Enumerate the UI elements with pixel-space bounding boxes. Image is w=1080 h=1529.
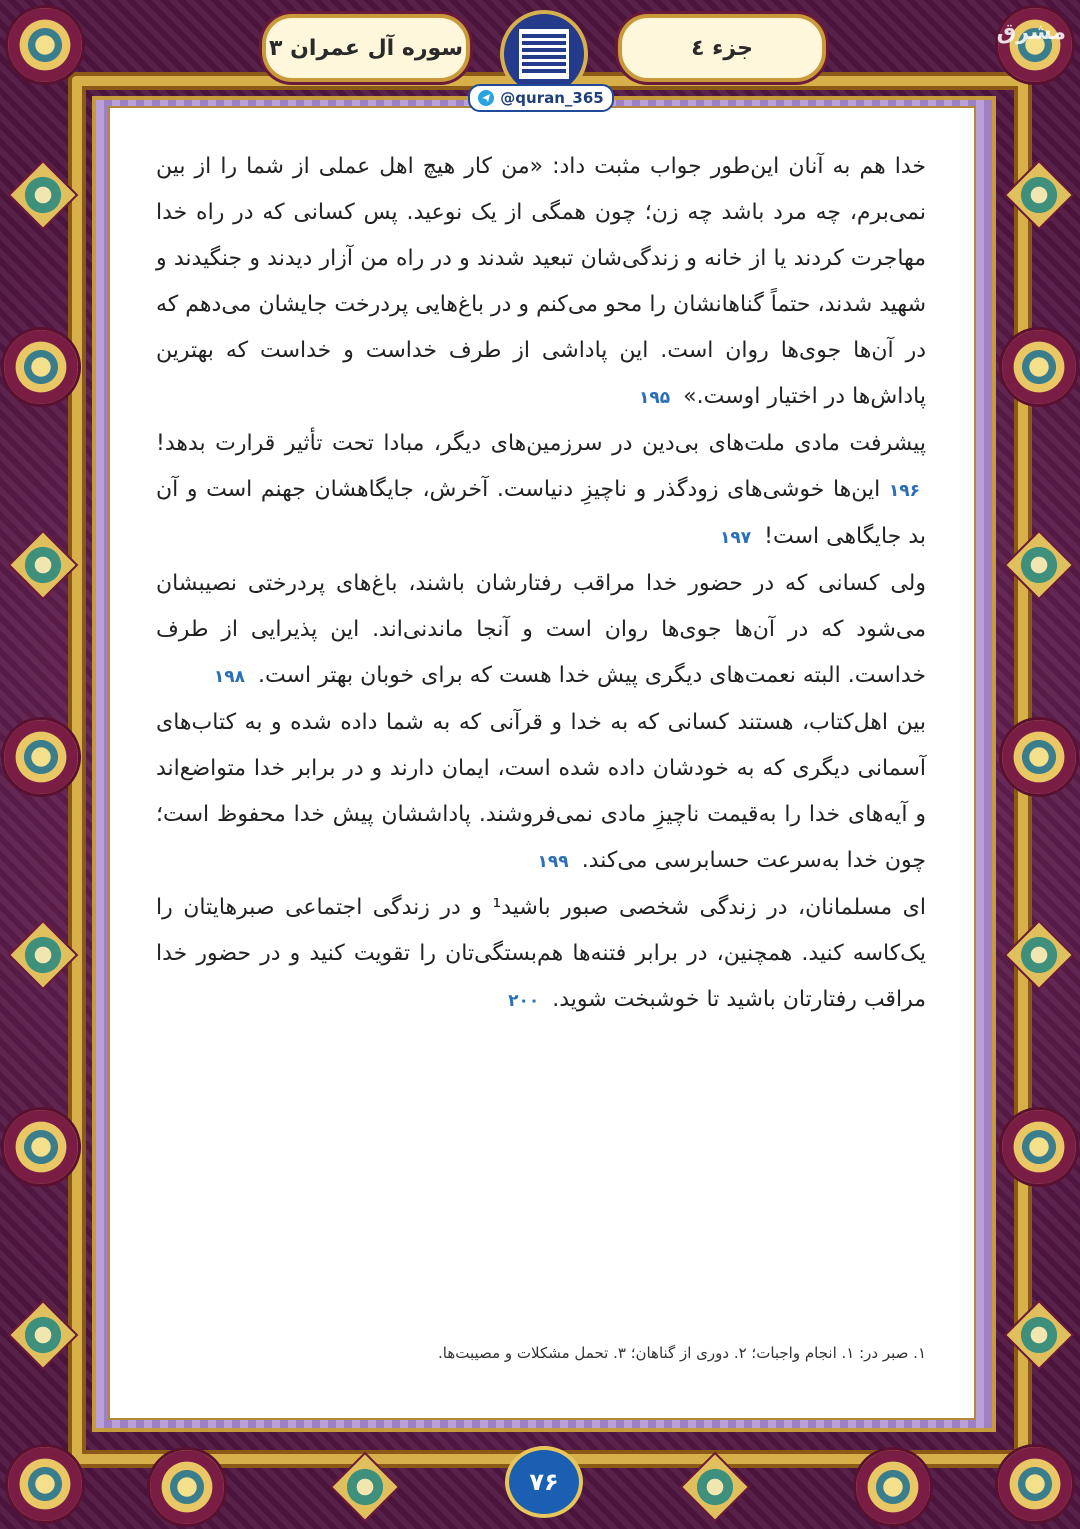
- telegram-icon: [478, 90, 494, 106]
- side-diamond-icon: [8, 1300, 79, 1371]
- side-medallion-icon: [4, 1110, 78, 1184]
- side-diamond-icon: [8, 920, 79, 991]
- side-medallion-icon: [1002, 330, 1076, 404]
- text-panel: [108, 106, 976, 1420]
- page-number: ۷۶: [505, 1446, 583, 1518]
- ayah-number: ۱۹۶: [888, 481, 920, 501]
- translation-text: [156, 144, 926, 1024]
- paragraph: [156, 421, 926, 561]
- side-medallion-icon: [1002, 720, 1076, 794]
- watermark: مشرق: [996, 20, 1066, 45]
- ayah-number: ۱۹۷: [720, 528, 752, 548]
- paragraph-text: بین اهل‌کتاب، هستند کسانی که به خدا و قرآنی که به شما داده شده و به کتاب‌های آسمانی دیگری که به خودشان داده شده است، ایمان دارند و در برابر خدا متواضع‌اند و آیه‌های خدا را به‌قیمت ناچیزِ مادی نمی‌فروشند. پاداششان پیش خدا محفوظ است؛ چون خدا به‌سرعت حسابرسی می‌کند.: [156, 710, 926, 873]
- corner-medallion-icon: [998, 1447, 1072, 1521]
- ayah-number: ۲۰۰: [508, 991, 540, 1011]
- paragraph: [156, 144, 926, 421]
- kufic-square-icon: [519, 29, 569, 79]
- paragraph: [156, 700, 926, 885]
- side-medallion-icon: [4, 720, 78, 794]
- side-medallion-icon: [1002, 1110, 1076, 1184]
- paragraph-text: ولی کسانی که در حضور خدا مراقب رفتارشان باشند، باغ‌های پردرختی نصیبشان می‌شود که در آن‌ها جوی‌ها روان است و آنجا ماندنی‌اند. این پذیرایی از طرف خداست. البته نعمت‌های دیگری پیش خدا هست که برای خوبان بهتر است.: [156, 571, 926, 688]
- ayah-number: ۱۹۸: [213, 667, 245, 687]
- paragraph-text: پیشرفت مادی ملت‌های بی‌دین در سرزمین‌های دیگر، مبادا تحت تأثیر قرارت بدهد!: [156, 431, 926, 456]
- paragraph: [156, 885, 926, 1024]
- paragraph-text: این‌ها خوشی‌های زودگذر و ناچیزِ دنیاست. آخرش، جایگاهشان جهنم است و آن بد جایگاهی است!: [156, 477, 926, 549]
- corner-medallion-icon: [8, 8, 82, 82]
- channel-handle-text: @quran_365: [500, 89, 604, 107]
- surah-title: سوره آل عمران ۳: [262, 14, 470, 82]
- side-medallion-icon: [4, 330, 78, 404]
- paragraph-text: خدا هم به آنان این‌طور جواب مثبت داد: «من کار هیچ اهل عملی از شما را از بین نمی‌برم، چه مرد باشد چه زن؛ چون همگی از یک نوعید. پس کسانی که در راه خدا مهاجرت کردند یا از خانه و زندگی‌شان تبعید شدند و در راه من آزار دیدند و جنگیدند و شهید شدند، حتماً گناهانشان را محو می‌کنم و در باغ‌هایی پردرخت جایشان می‌دهم که در آن‌ها جوی‌ها روان است. این پاداشی از طرف خداست و خداست که بهترین پاداش‌ها در اختیار اوست.»: [156, 154, 926, 409]
- footnote: ۱. صبر در: ۱. انجام واجبات؛ ۲. دوری از گناهان؛ ۳. تحمل مشکلات و مصیبت‌ها.: [438, 1344, 926, 1362]
- juz-label: جزء ٤: [618, 14, 826, 82]
- bottom-medallion-icon: [150, 1450, 224, 1524]
- side-diamond-icon: [8, 160, 79, 231]
- side-diamond-icon: [8, 530, 79, 601]
- paragraph: [156, 561, 926, 700]
- ayah-number: ۱۹۹: [537, 852, 569, 872]
- channel-handle[interactable]: [468, 84, 614, 112]
- corner-medallion-icon: [8, 1447, 82, 1521]
- bottom-medallion-icon: [856, 1450, 930, 1524]
- ayah-number: ۱۹۵: [639, 388, 671, 408]
- paragraph-text: ای مسلمانان، در زندگی شخصی صبور باشید¹ و در زندگی اجتماعی صبرهایتان را یک‌کاسه کنید. همچنین، در برابر فتنه‌ها هم‌بستگی‌تان را تقویت کنید و در حضور خدا مراقب رفتارتان باشید تا خوشبخت شوید.: [156, 895, 926, 1012]
